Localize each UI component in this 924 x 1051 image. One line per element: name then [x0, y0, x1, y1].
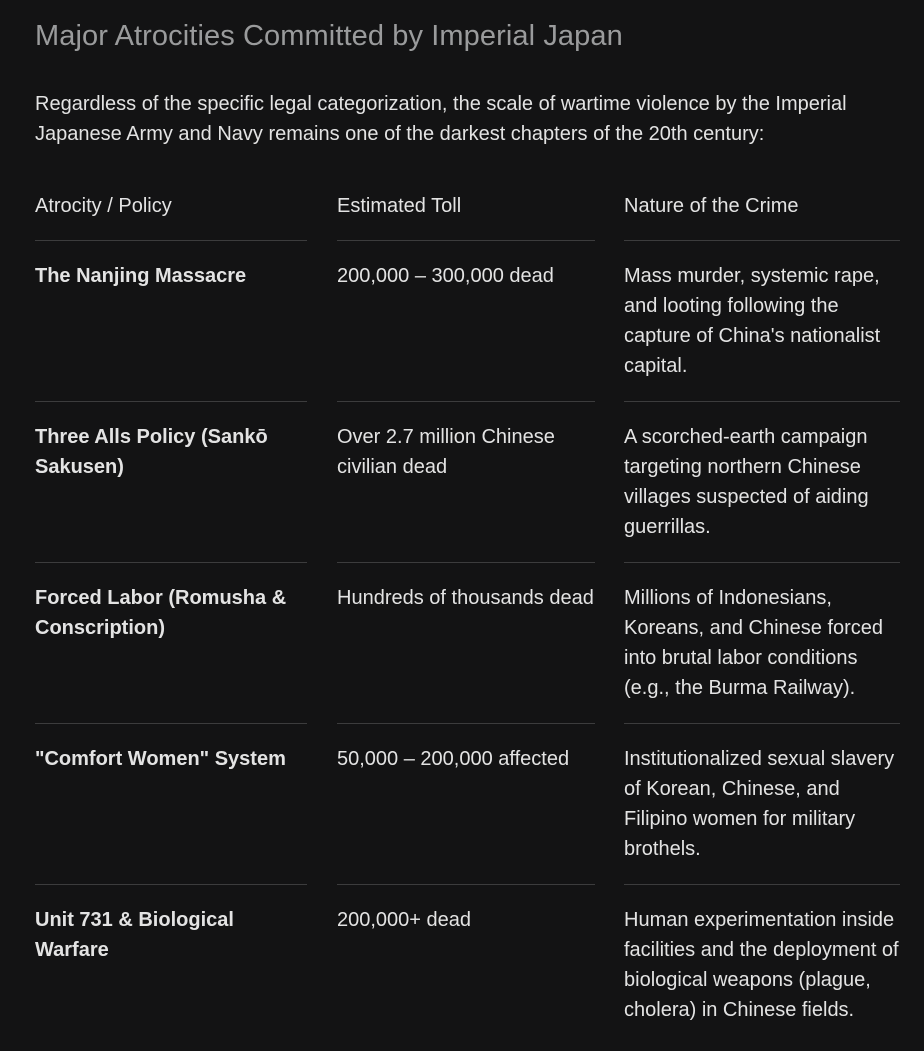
cell-toll: 50,000 – 200,000 affected: [337, 724, 624, 885]
cell-nature: A scorched-earth campaign targeting northern Chinese villages suspected of aiding guerrillas.: [624, 402, 900, 563]
column-header-toll: Estimated Toll: [337, 191, 624, 241]
cell-atrocity: Three Alls Policy (Sankō Sakusen): [35, 402, 337, 563]
table-header-row: [35, 191, 900, 241]
atrocities-table: [35, 191, 900, 1035]
table-row: [35, 241, 900, 402]
table-row: [35, 563, 900, 724]
cell-nature: Mass murder, systemic rape, and looting following the capture of China's nationalist capital.: [624, 241, 900, 402]
column-header-nature: Nature of the Crime: [624, 191, 900, 241]
table-row: [35, 724, 900, 885]
cell-toll: 200,000+ dead: [337, 909, 472, 931]
table-row: [35, 885, 900, 1035]
intro-paragraph: Regardless of the specific legal categorization, the scale of wartime violence by the Imperial Japanese Army and Navy remains one of the darkest chapters of the 20th century:: [35, 93, 847, 145]
cell-nature: Institutionalized sexual slavery of Korean, Chinese, and Filipino women for military brothels.: [624, 724, 900, 885]
cell-toll: Over 2.7 million Chinese civilian dead: [337, 402, 624, 563]
cell-atrocity: The Nanjing Massacre: [35, 241, 337, 402]
cell-nature: Millions of Indonesians, Koreans, and Chinese forced into brutal labor conditions (e.g., the Burma Railway).: [624, 563, 900, 724]
cell-atrocity: Unit 731 & Biological Warfare: [35, 909, 234, 961]
cell-nature: Human experimentation inside facilities and the deployment of biological weapons (plague, cholera) in Chinese fields.: [624, 909, 899, 1021]
column-header-atrocity: Atrocity / Policy: [35, 191, 337, 241]
cell-atrocity: "Comfort Women" System: [35, 724, 337, 885]
cell-atrocity: Forced Labor (Romusha & Conscription): [35, 563, 337, 724]
cell-toll: 200,000 – 300,000 dead: [337, 241, 624, 402]
section-heading: Major Atrocities Committed by Imperial Japan: [35, 20, 623, 52]
cell-toll: Hundreds of thousands dead: [337, 563, 624, 724]
table-row: [35, 402, 900, 563]
